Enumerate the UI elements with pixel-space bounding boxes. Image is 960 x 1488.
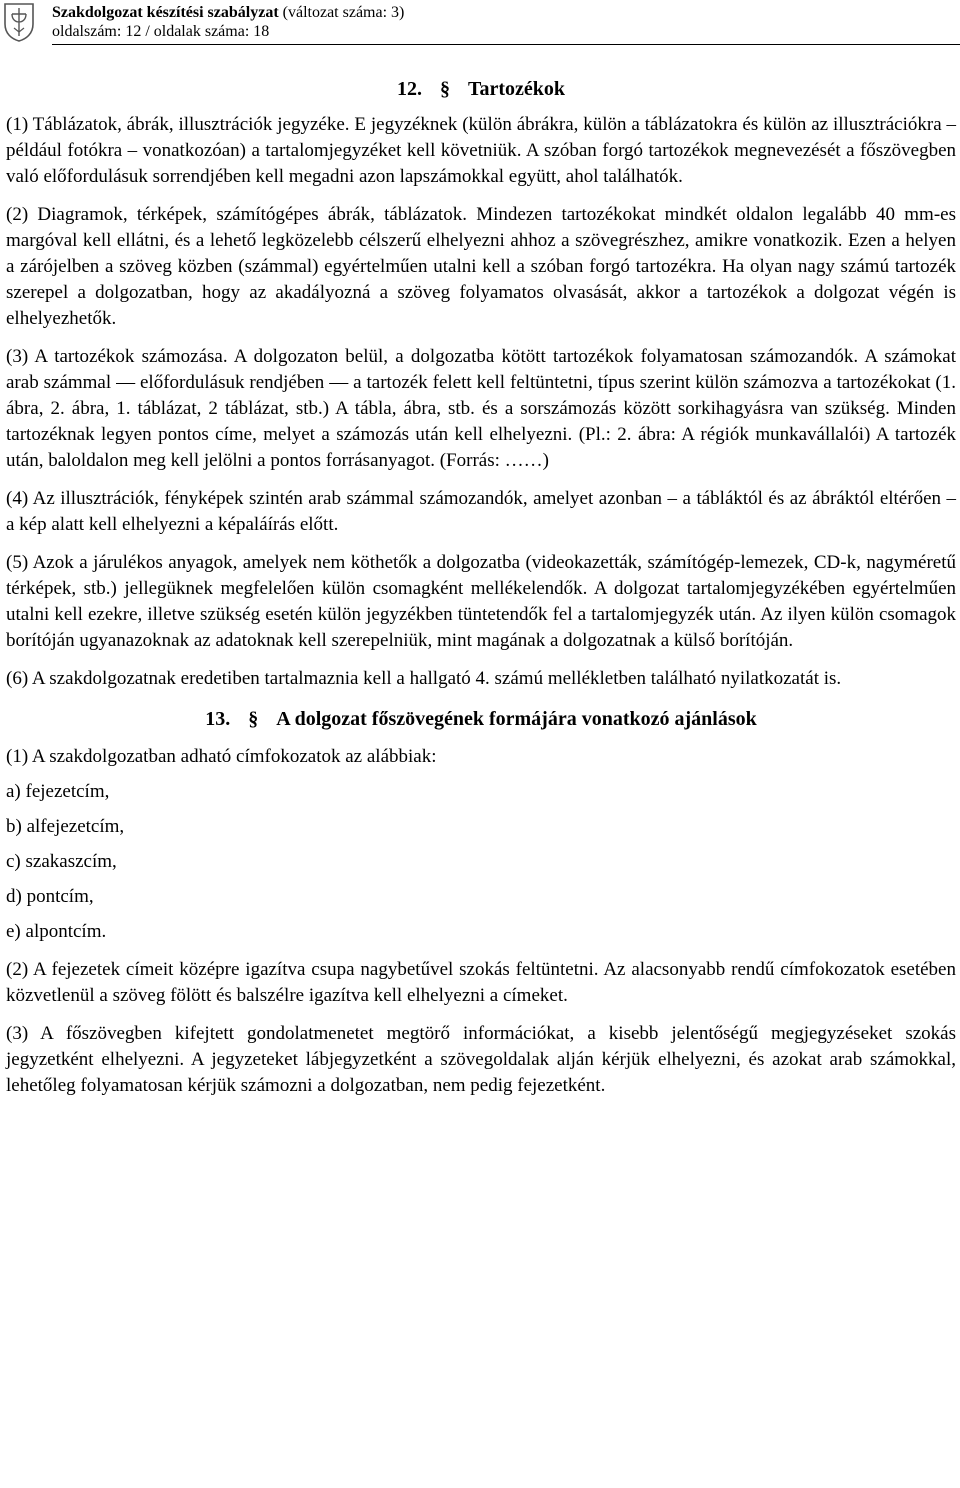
paragraph-12-3: (3) A tartozékok számozása. A dolgozaton belül, a dolgozatba kötött tartozékok folyamatosan számozandók. A számokat arab számmal — előfordulásuk rendjében — a tartozék felett kell feltüntetni, típus szerint külön számozva a tartozékokat (1. ábra, 2. ábra, 1. táblázat, 2 táblázat, stb.) A tábla, ábra, stb. és a sorszámozás között sorkihagyásra van szükség. Minden tartozéknak legyen pontos címe, melyet a számozás után kell elhelyezni. (Pl.: 2. ábra: A régiók munkavállalói) A tartozék után, baloldalon meg kell jelölni a pontos forrásanyagot. (Forrás: ……)	[6, 346, 956, 471]
section-12-number: 12.	[396, 78, 422, 100]
list-item: e) alpontcím.	[6, 921, 107, 942]
paragraph-13-2: (2) A fejezetek címeit középre igazítva csupa nagybetűvel szokás feltüntetni. Az alacsonyabb rendű címfokozatok esetében közvetlenül a szöveg fölött és balszélre igazítva kell elhelyezni a címeket.	[6, 959, 956, 1006]
section-12-heading	[6, 76, 956, 102]
section-symbol: §	[439, 78, 450, 100]
document-title-bold: Szakdolgozat készítési szabályzat	[52, 4, 279, 21]
heading-level-list	[6, 779, 956, 945]
document-title	[52, 3, 404, 23]
university-crest-icon	[2, 2, 36, 42]
paragraph-13-3: (3) A főszövegben kifejtett gondolatmenetet megtörő információkat, a kisebb jelentőségű megjegyzéseket szokás jegyzetként elhelyezni. A jegyzeteket lábjegyzetként a szövegoldalak alján kérjük elhelyezni, és azokat arab számokkal, lehetőleg folyamatosan kérjük számozni a dolgozatban, nem pedig fejezetként.	[6, 1023, 956, 1096]
paragraph-12-1: (1) Táblázatok, ábrák, illusztrációk jegyzéke. E jegyzéknek (külön ábrákra, külön a táblázatokra és külön az illusztrációkra – például fotókra – vonatkozóan) a tartalomjegyzéket kell követniük. A szóban forgó tartozékok megnevezését a főszövegben való előfordulásuk sorrendjében kell megadni azon lapszámokkal együtt, ahol találhatók.	[6, 114, 956, 187]
page-body	[6, 76, 956, 1099]
section-12-title: Tartozékok	[467, 78, 566, 100]
paragraph-12-4: (4) Az illusztrációk, fényképek szintén arab számmal számozandók, amelyet azonban – a tábláktól és az ábráktól eltérően – a kép alatt kell elhelyezni a képaláírás előtt.	[6, 488, 956, 535]
list-item: d) pontcím,	[6, 886, 94, 907]
section-13-number: 13.	[205, 708, 231, 730]
section-13-heading	[6, 706, 956, 732]
list-item: a) fejezetcím,	[6, 781, 110, 802]
list-item: b) alfejezetcím,	[6, 816, 125, 837]
paragraph-12-2: (2) Diagramok, térképek, számítógépes ábrák, táblázatok. Mindezen tartozékokat mindkét oldalon legalább 40 mm-es margóval kell ellátni, és a lehető legközelebb célszerű elhelyezni ahhoz a szövegrészhez, amikre vonatkozik. Ezen a helyen a zárójelben a szöveg közben (számmal) egyértelműen utalni kell a szóban forgó tartozékra. Ha olyan nagy számú tartozék szerepel a dolgozatban, hogy az akadályozná a szöveg folyamatos olvasását, akkor a tartozékok a dolgozat végén is elhelyezhetők.	[6, 204, 956, 329]
list-item: c) szakaszcím,	[6, 851, 117, 872]
header-divider	[52, 44, 960, 45]
paragraph-13-1: (1) A szakdolgozatban adható címfokozatok az alábbiak:	[6, 746, 437, 767]
page-header	[0, 0, 960, 44]
section-13-title: A dolgozat főszövegének formájára vonatkozó ajánlások	[276, 708, 757, 730]
section-symbol: §	[248, 708, 259, 730]
paragraph-12-6: (6) A szakdolgozatnak eredetiben tartalmaznia kell a hallgató 4. számú mellékletben található nyilatkozatát is.	[6, 668, 842, 689]
document-version: (változat száma: 3)	[278, 4, 405, 21]
paragraph-12-5: (5) Azok a járulékos anyagok, amelyek nem köthetők a dolgozatba (videokazetták, számítógép-lemezek, CD-k, nagyméretű térképek, stb.) jellegüknek megfelelően külön csomagként mellékelendők. A dolgozat tartalomjegyzékében egyértelműen utalni kell ezekre, illetve szükség esetén külön jegyzékben tüntetendők fel a tartalomjegyzék után. Az ilyen külön csomagok borítóján ugyanazoknak az adatoknak kell szerepelniük, mint magának a dolgozatnak a külső borítóján.	[6, 552, 956, 651]
page-number-info: oldalszám: 12 / oldalak száma: 18	[52, 23, 270, 40]
